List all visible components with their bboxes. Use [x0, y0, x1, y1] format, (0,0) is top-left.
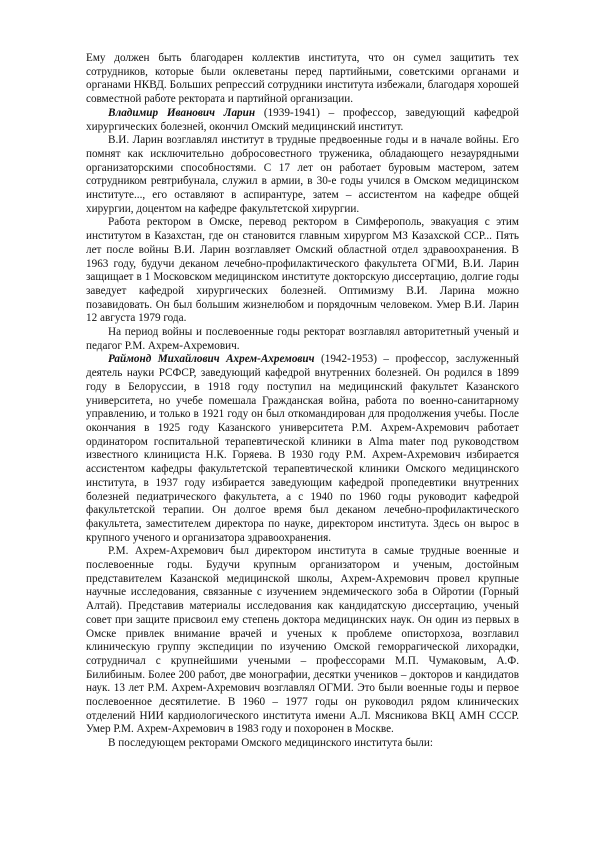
paragraph-text: Ему должен быть благодарен коллектив института, что он сумел защитить тех сотрудников, которые были оклеветаны перед партийными, советскими органами и органами НКВД. Больших репрессий сотрудники института избежали, благодаря хорошей совместной работе ректората и партийной организации. [86, 52, 519, 106]
paragraph-larin-career [86, 216, 519, 326]
paragraph-intro [86, 52, 519, 107]
paragraph-text: Р.М. Ахрем-Ахремович был директором института в самые трудные военные и послевоенные годы. Будучи крупным организатором и ученым, достойным представителем Казанской медицинской школы, Ахрем-Ахремович провел крупные научные исследования, связанные с изучением эндемического зоба в Ойротии (Горный Алтай). Представив материалы исследования как кандидатскую диссертацию, ученый совет при защите присвоил ему степень доктора медицинских наук. Он один из первых в Омске привлек внимание врачей и ученых к проблеме описторхоза, возглавил клиническую группу экспедиции по изучению Омской геморрагической лихорадки, сотрудничал с крупнейшими учеными – профессорами М.П. Чумаковым, А.Ф. Билибиным. Более 200 работ, две монографии, десятки учеников – докторов и кандидатов наук. 13 лет Р.М. Ахрем-Ахремович возглавлял ОГМИ. Это были военные годы и первое послевоенное десятилетие. В 1960 – 1977 годы он руководил рядом клинических отделений НИИ кардиологического института имени А.Л. Мясникова ВКЦ АМН СССР. Умер Р.М. Ахрем-Ахремович в 1983 году и похоронен в Москве. [86, 545, 519, 736]
paragraph-war-period [86, 326, 519, 353]
person-name: Раймонд Михайлович Ахрем-Ахремович [108, 353, 315, 366]
paragraph-text: На период войны и послевоенные годы ректорат возглавлял авторитетный ученый и педагог Р.М. Ахрем-Ахремович. [86, 326, 519, 352]
paragraph-akhrem-bio [86, 545, 519, 737]
paragraph-akhrem-heading [86, 353, 519, 545]
paragraph-text: (1942-1953) – профессор, заслуженный деятель науки РСФСР, заведующий кафедрой внутренних болезней. Он родился в 1899 году в Белоруссии, в 1918 году поступил на медицинский факультет Казанского университета, но учебе помешала Гражданская война, работа по военно-санитарному управлению, и только в 1921 году он был откомандирован для продолжения учебы. После окончания в 1925 году Казанского университета Р.М. Ахрем-Ахремович работает ординатором госпитальной терапевтической клиники в Alma mater под руководством известного клинициста Н.К. Горяева. В 1930 году Р.М. Ахрем-Ахремович избирается ассистентом кафедры факультетской терапевтической клиники Омского медицинского института, в 1937 году избирается заведующим кафедрой пропедевтики внутренних болезней педиатрического факультета, а с 1940 по 1960 годы руководит кафедрой факультетской терапии. Он долгое время был деканом лечебно-профилактического факультета, заместителем директора по науке, директором института. Здесь он вырос в крупного ученого и организатора здравоохранения. [86, 353, 520, 544]
paragraph-text: В.И. Ларин возглавлял институт в трудные предвоенные годы и в начале войны. Его помнят как исключительно добросовестного труженика, обладающего незаурядными организаторскими способностями. С 17 лет он работает буровым мастером, затем сотрудником ревтрибунала, служил в армии, в 30-е годы учился в Омском медицинском институте..., его оставляют в аспирантуре, затем – ассистентом на кафедре общей хирургии, доцентом на кафедре факультетской хирургии. [86, 134, 519, 215]
paragraph-text: В последующем ректорами Омского медицинского института были: [108, 737, 433, 750]
paragraph-larin-bio [86, 134, 519, 216]
paragraph-text: Работа ректором в Омске, перевод ректором в Симферополь, эвакуация с этим институтом в Казахстан, где он становится главным хирургом МЗ Казахской ССР... Пять лет после войны В.И. Ларин возглавляет Омский областной отдел здравоохранения. В 1963 году, будучи деканом лечебно-профилактического факультета ОГМИ, В.И. Ларин защищает в 1 Московском медицинском институте докторскую диссертацию, долгие годы заведует кафедрой хирургических болезней. Оптимизму В.И. Ларина можно позавидовать. Он был большим жизнелюбом и порядочным человеком. Умер В.И. Ларин 12 августа 1979 года. [86, 216, 519, 325]
paragraph-successors [86, 737, 519, 751]
person-name: Владимир Иванович Ларин [108, 106, 256, 119]
document-page [86, 52, 519, 751]
paragraph-text: (1939-1941) – профессор, заведующий кафедрой хирургических болезней, окончил Омский медицинский институт. [86, 106, 519, 133]
paragraph-larin-heading [86, 107, 519, 134]
